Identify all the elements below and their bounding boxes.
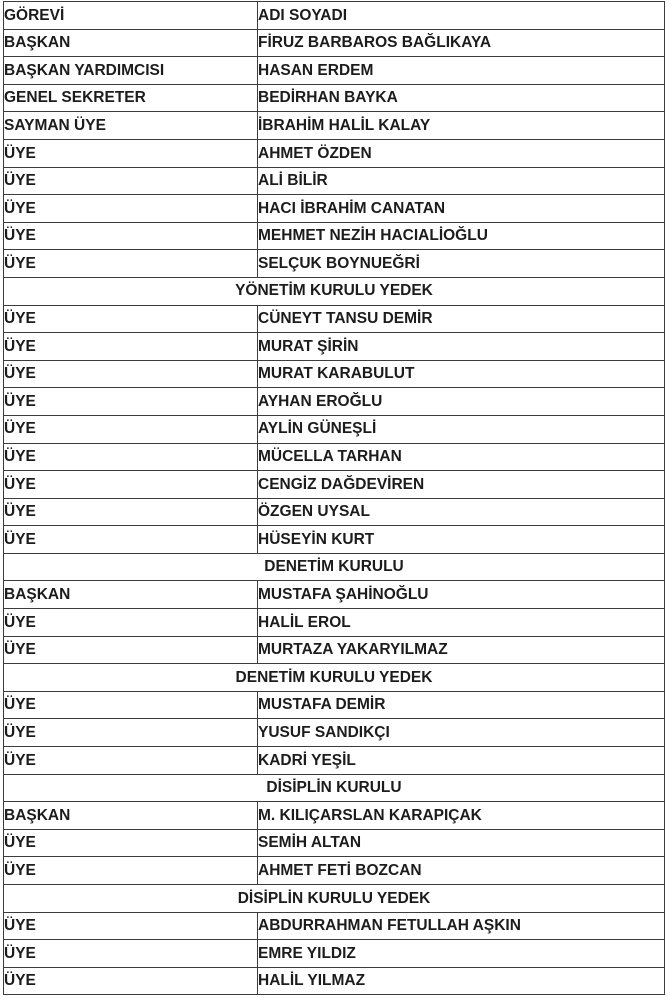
table-row bbox=[4, 912, 665, 940]
role-cell: ÜYE bbox=[4, 222, 258, 250]
table-row bbox=[4, 940, 665, 968]
table-row bbox=[4, 443, 665, 471]
role-cell: ÜYE bbox=[4, 940, 258, 968]
name-cell: MURAT ŞİRİN bbox=[258, 333, 665, 361]
name-cell: AYLİN GÜNEŞLİ bbox=[258, 415, 665, 443]
role-cell: ÜYE bbox=[4, 333, 258, 361]
table-row bbox=[4, 609, 665, 637]
section-header-label: DENETİM KURULU bbox=[4, 553, 665, 581]
name-cell: CÜNEYT TANSU DEMİR bbox=[258, 305, 665, 333]
section-header-label: DENETİM KURULU YEDEK bbox=[4, 664, 665, 692]
role-cell: BAŞKAN bbox=[4, 581, 258, 609]
role-cell: BAŞKAN YARDIMCISI bbox=[4, 57, 258, 85]
name-cell: MURAT KARABULUT bbox=[258, 360, 665, 388]
table-row bbox=[4, 84, 665, 112]
role-cell: ÜYE bbox=[4, 719, 258, 747]
table-row bbox=[4, 222, 665, 250]
table-row bbox=[4, 57, 665, 85]
column-header-adi-soyadi: ADI SOYADI bbox=[258, 2, 665, 30]
column-header-gorevi: GÖREVİ bbox=[4, 2, 258, 30]
name-cell: MÜCELLA TARHAN bbox=[258, 443, 665, 471]
section-header-row bbox=[4, 664, 665, 692]
table-row bbox=[4, 719, 665, 747]
name-cell: CENGİZ DAĞDEVİREN bbox=[258, 471, 665, 499]
name-cell: SELÇUK BOYNUEĞRİ bbox=[258, 250, 665, 278]
section-header-row bbox=[4, 885, 665, 913]
role-cell: ÜYE bbox=[4, 747, 258, 775]
name-cell: MURTAZA YAKARYILMAZ bbox=[258, 636, 665, 664]
table-row bbox=[4, 29, 665, 57]
name-cell: HALİL YILMAZ bbox=[258, 967, 665, 995]
name-cell: KADRİ YEŞİL bbox=[258, 747, 665, 775]
table-body bbox=[4, 29, 665, 995]
name-cell: SEMİH ALTAN bbox=[258, 829, 665, 857]
role-cell: ÜYE bbox=[4, 526, 258, 554]
table-row bbox=[4, 305, 665, 333]
section-header-row bbox=[4, 553, 665, 581]
table-row bbox=[4, 747, 665, 775]
role-cell: ÜYE bbox=[4, 415, 258, 443]
role-cell: ÜYE bbox=[4, 195, 258, 223]
name-cell: AYHAN EROĞLU bbox=[258, 388, 665, 416]
members-table bbox=[3, 1, 665, 995]
name-cell: MUSTAFA ŞAHİNOĞLU bbox=[258, 581, 665, 609]
table-row bbox=[4, 498, 665, 526]
name-cell: FİRUZ BARBAROS BAĞLIKAYA bbox=[258, 29, 665, 57]
table-row bbox=[4, 167, 665, 195]
table-row bbox=[4, 333, 665, 361]
section-header-label: DİSİPLİN KURULU YEDEK bbox=[4, 885, 665, 913]
table-row bbox=[4, 636, 665, 664]
role-cell: ÜYE bbox=[4, 250, 258, 278]
name-cell: HALİL EROL bbox=[258, 609, 665, 637]
name-cell: HACI İBRAHİM CANATAN bbox=[258, 195, 665, 223]
table-row bbox=[4, 139, 665, 167]
table-row bbox=[4, 250, 665, 278]
name-cell: HÜSEYİN KURT bbox=[258, 526, 665, 554]
name-cell: AHMET ÖZDEN bbox=[258, 139, 665, 167]
table-header-row bbox=[4, 2, 665, 30]
name-cell: YUSUF SANDIKÇI bbox=[258, 719, 665, 747]
role-cell: ÜYE bbox=[4, 967, 258, 995]
name-cell: M. KILIÇARSLAN KARAPIÇAK bbox=[258, 802, 665, 830]
section-header-row bbox=[4, 774, 665, 802]
name-cell: MUSTAFA DEMİR bbox=[258, 691, 665, 719]
role-cell: ÜYE bbox=[4, 443, 258, 471]
table-row bbox=[4, 112, 665, 140]
table-row bbox=[4, 526, 665, 554]
table-row bbox=[4, 581, 665, 609]
role-cell: BAŞKAN bbox=[4, 802, 258, 830]
name-cell: ALİ BİLİR bbox=[258, 167, 665, 195]
table-row bbox=[4, 195, 665, 223]
table-row bbox=[4, 471, 665, 499]
name-cell: ÖZGEN UYSAL bbox=[258, 498, 665, 526]
table-row bbox=[4, 802, 665, 830]
role-cell: ÜYE bbox=[4, 912, 258, 940]
role-cell: ÜYE bbox=[4, 471, 258, 499]
role-cell: ÜYE bbox=[4, 139, 258, 167]
table-row bbox=[4, 829, 665, 857]
role-cell: ÜYE bbox=[4, 388, 258, 416]
table-row bbox=[4, 388, 665, 416]
table-row bbox=[4, 967, 665, 995]
role-cell: ÜYE bbox=[4, 360, 258, 388]
role-cell: ÜYE bbox=[4, 636, 258, 664]
table-row bbox=[4, 691, 665, 719]
name-cell: MEHMET NEZİH HACIALİOĞLU bbox=[258, 222, 665, 250]
role-cell: ÜYE bbox=[4, 609, 258, 637]
section-header-row bbox=[4, 277, 665, 305]
name-cell: EMRE YILDIZ bbox=[258, 940, 665, 968]
role-cell: SAYMAN ÜYE bbox=[4, 112, 258, 140]
name-cell: BEDİRHAN BAYKA bbox=[258, 84, 665, 112]
table-row bbox=[4, 415, 665, 443]
role-cell: GENEL SEKRETER bbox=[4, 84, 258, 112]
name-cell: AHMET FETİ BOZCAN bbox=[258, 857, 665, 885]
role-cell: ÜYE bbox=[4, 829, 258, 857]
name-cell: HASAN ERDEM bbox=[258, 57, 665, 85]
role-cell: ÜYE bbox=[4, 305, 258, 333]
name-cell: ABDURRAHMAN FETULLAH AŞKIN bbox=[258, 912, 665, 940]
section-header-label: DİSİPLİN KURULU bbox=[4, 774, 665, 802]
role-cell: ÜYE bbox=[4, 498, 258, 526]
section-header-label: YÖNETİM KURULU YEDEK bbox=[4, 277, 665, 305]
role-cell: ÜYE bbox=[4, 167, 258, 195]
role-cell: ÜYE bbox=[4, 857, 258, 885]
role-cell: BAŞKAN bbox=[4, 29, 258, 57]
table-row bbox=[4, 857, 665, 885]
role-cell: ÜYE bbox=[4, 691, 258, 719]
table-row bbox=[4, 360, 665, 388]
name-cell: İBRAHİM HALİL KALAY bbox=[258, 112, 665, 140]
